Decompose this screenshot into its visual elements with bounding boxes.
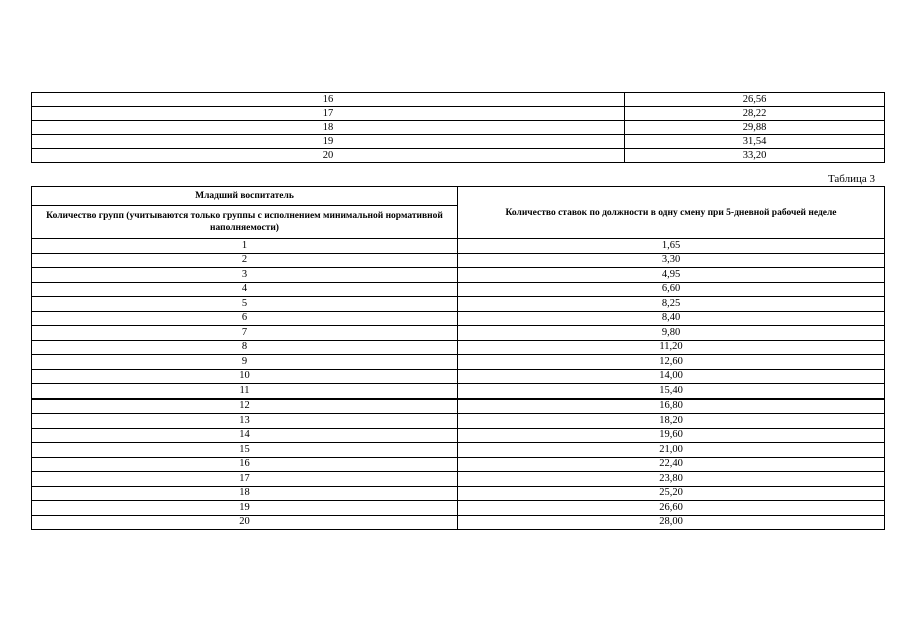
groups-cell: 2 [32,253,458,268]
rate-cell: 33,20 [625,149,885,163]
groups-cell: 16 [32,457,458,472]
table-row [32,486,885,501]
groups-cell: 16 [32,93,625,107]
table3-header-title: Младший воспитатель [32,187,458,206]
rate-cell: 4,95 [458,268,885,283]
table-row [32,340,885,355]
table-row [32,149,885,163]
top-table-body [32,93,885,163]
groups-cell: 9 [32,355,458,370]
rate-cell: 28,22 [625,107,885,121]
groups-cell: 4 [32,282,458,297]
table-row [32,311,885,326]
rate-cell: 6,60 [458,282,885,297]
table-row [32,515,885,530]
table-row [32,369,885,384]
table-row [32,239,885,254]
rate-cell: 14,00 [458,369,885,384]
table-row [32,297,885,312]
rate-cell: 23,80 [458,472,885,487]
rate-cell: 8,25 [458,297,885,312]
groups-cell: 18 [32,121,625,135]
rate-cell: 15,40 [458,384,885,399]
top-table [31,92,885,163]
table-row [32,399,885,414]
rate-cell: 18,20 [458,414,885,429]
table-row [32,121,885,135]
table-row [32,414,885,429]
table3-body [32,187,885,530]
groups-cell: 3 [32,268,458,283]
table3 [31,186,885,530]
rate-cell: 22,40 [458,457,885,472]
table-row [32,135,885,149]
groups-cell: 11 [32,384,458,399]
rate-cell: 28,00 [458,515,885,530]
rate-cell: 25,20 [458,486,885,501]
groups-cell: 15 [32,443,458,458]
table-row [32,355,885,370]
groups-cell: 10 [32,369,458,384]
rate-cell: 12,60 [458,355,885,370]
table-row [32,472,885,487]
rate-cell: 11,20 [458,340,885,355]
table3-caption: Таблица 3 [827,173,875,185]
table-row [32,457,885,472]
rate-cell: 1,65 [458,239,885,254]
groups-cell: 18 [32,486,458,501]
rate-cell: 9,80 [458,326,885,341]
groups-cell: 5 [32,297,458,312]
rate-cell: 21,00 [458,443,885,458]
table-row [32,93,885,107]
table3-header-groups: Количество групп (учитываются только группы с исполнением минимальной нормативной наполняемости) [32,206,458,239]
table-row [32,268,885,283]
groups-cell: 20 [32,149,625,163]
table3-header-row [32,187,885,206]
rate-cell: 26,56 [625,93,885,107]
table-row [32,282,885,297]
rate-cell: 16,80 [458,399,885,414]
rate-cell: 31,54 [625,135,885,149]
groups-cell: 7 [32,326,458,341]
rate-cell: 26,60 [458,501,885,516]
table-row [32,384,885,399]
groups-cell: 13 [32,414,458,429]
groups-cell: 17 [32,107,625,121]
groups-cell: 14 [32,428,458,443]
table-row [32,326,885,341]
rate-cell: 19,60 [458,428,885,443]
groups-cell: 17 [32,472,458,487]
table-row [32,253,885,268]
groups-cell: 8 [32,340,458,355]
table-row [32,443,885,458]
groups-cell: 19 [32,135,625,149]
table-row [32,428,885,443]
rate-cell: 29,88 [625,121,885,135]
rate-cell: 3,30 [458,253,885,268]
groups-cell: 19 [32,501,458,516]
table-row [32,501,885,516]
groups-cell: 1 [32,239,458,254]
groups-cell: 20 [32,515,458,530]
groups-cell: 6 [32,311,458,326]
rate-cell: 8,40 [458,311,885,326]
table3-header-rate: Количество ставок по должности в одну смену при 5-дневной рабочей неделе [458,187,885,239]
table-row [32,107,885,121]
groups-cell: 12 [32,399,458,414]
